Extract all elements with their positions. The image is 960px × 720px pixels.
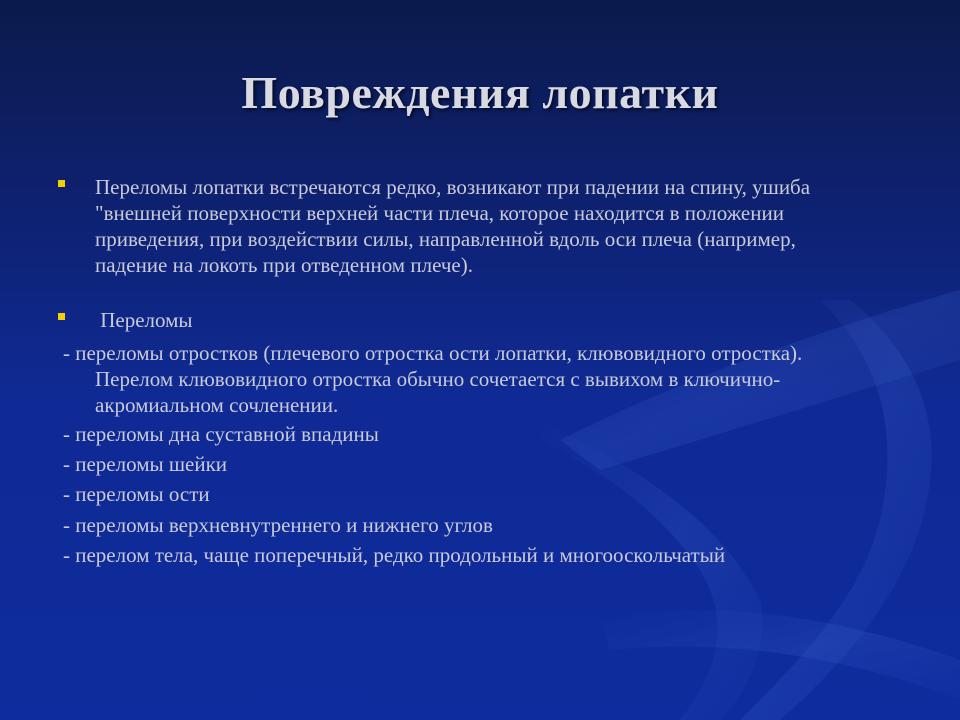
sub-item-4: - переломы ости [63, 482, 210, 506]
bullet-marker-2 [58, 313, 65, 320]
slide-title: Повреждения лопатки [241, 67, 719, 118]
sub-item-2: - переломы дна суставной впадины [63, 422, 379, 446]
sub-item-1: - переломы отростков (плечевого отростка ости лопатки, клювовидного отростка). Перелом клювовидного отростка обычно сочетается с вывихом в ключично-акромиальном сочленении. [63, 341, 803, 417]
sub-item-6: - перелом тела, чаще поперечный, редко продольный и многооскольчатый [63, 543, 726, 567]
sub-item-3: - переломы шейки [63, 452, 228, 476]
bullet-text-1: Переломы лопатки встречаются редко, возникают при падении на спину, ушиба "внешней поверхности верхней части плеча, которое находится в положении приведения, при воздействии силы, направленной вдоль оси плеча (например, падение на локоть при отведенном плече). [95, 175, 811, 277]
bullet-marker-1 [58, 180, 65, 187]
bullet-text-2: Переломы [95, 308, 193, 332]
sub-item-5: - переломы верхневнутреннего и нижнего углов [63, 513, 493, 537]
